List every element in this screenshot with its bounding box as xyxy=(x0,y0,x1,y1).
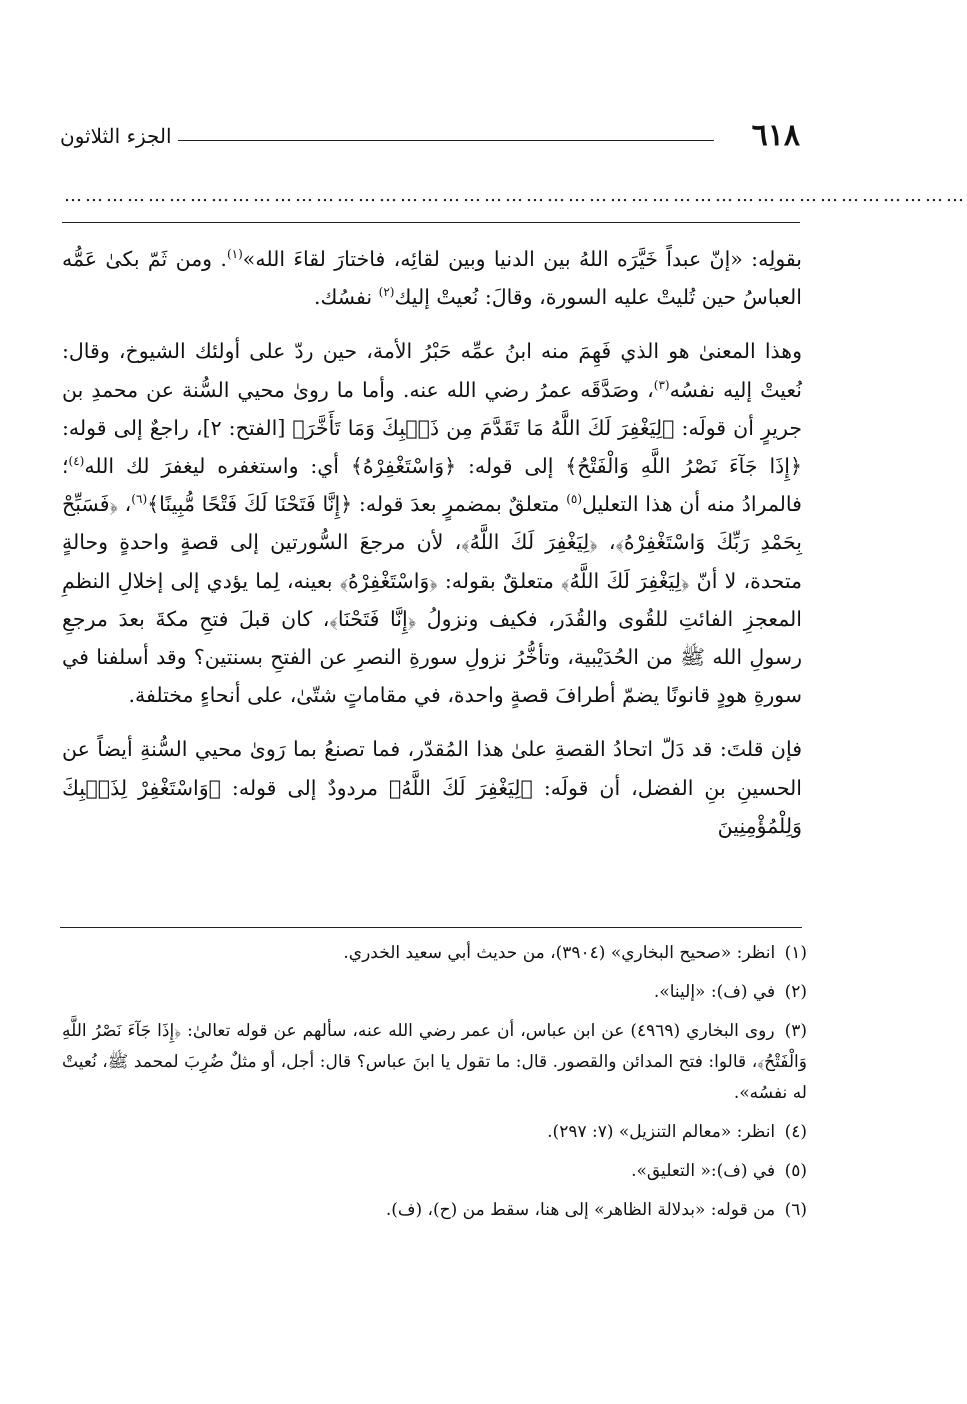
text-run: ؛ فالمرادُ منه أن هذا التعليل xyxy=(62,454,802,517)
text-run: وهذا المعنىٰ هو الذي فَهِمَ منه ابنُ عمِّه حَبْرُ الأمة، حين ردّ على أولئك الشيوخ، وقال: نُعيتْ إليه نفسُه xyxy=(62,339,802,402)
footnote-text: في (ف):« التعليق». xyxy=(631,1161,776,1181)
footnote-ref: (٣) xyxy=(653,377,670,392)
footnotes xyxy=(62,938,807,1234)
footnote xyxy=(62,977,807,1008)
text-run: ، ﴿فَسَبِّحْ بِحَمْدِ رَبِّكَ وَاسْتَغْفِرْهُ﴾، ﴿لِيَغْفِرَ لَكَ اللَّهُ﴾، لأن مرجعَ السُّورتين إلى قصةٍ واحدةٍ وحالةٍ متحدة، لا أنّ ﴿لِيَغْفِرَ لَكَ اللَّهُ﴾ متعلقٌ بقوله: ﴿وَاسْتَغْفِرْهُ﴾ بعينه، لِما يؤدي إلى إخلالِ النظمِ المعجزِ الفائتِ للقُوى والقُدَر، فكيف ونزولُ ﴿إِنَّا فَتَحْنَا﴾، كان قبلَ فتحِ مكةَ بعدَ مرجعِ رسولِ الله ﷺ من الحُدَيْبية، وتأخُّرُ نزولِ سورةِ النصرِ عن الفتحِ بسنتين؟ وقد أسلفنا في سورةِ هودٍ قانونًا يضمّ أطرافَ قصةٍ واحدة، في مقاماتٍ شتّىٰ، على أنحاءٍ مختلفة. xyxy=(62,492,802,708)
text-run: . ومن ثَمّ بكىٰ عَمُّه العباسُ حين تُليتْ عليه السورة، وقالَ: نُعيتْ إليك xyxy=(62,247,802,310)
footnote-number: (٥) xyxy=(784,1161,807,1181)
running-title: الجزء الثلاثون xyxy=(60,124,172,148)
footnote-text: انظر: «معالم التنزيل» (٧: ٢٩٧). xyxy=(547,1122,776,1142)
footnote xyxy=(62,1016,807,1109)
footnote xyxy=(62,1195,807,1226)
footnote-number: (٢) xyxy=(784,982,807,1002)
footnote-number: (٤) xyxy=(784,1122,807,1142)
separator-dots: ………………………………………………………………………………………………………………… xyxy=(64,185,967,206)
footnote-number: (٦) xyxy=(784,1200,807,1220)
footnote-text: روى البخاري (٤٩٦٩) عن ابن عباس، أن عمر رضي الله عنه، سألهم عن قوله تعالىٰ: ﴿إِذَا جَآءَ نَصْرُ اللَّهِ وَالْفَتْحُ﴾، قالوا: فتح المدائن والقصور. قال: ما تقول يا ابنَ عباس؟ قال: أجل، أو مثلٌ ضُرِبَ لمحمد ﷺ، نُعيتْ له نفسُه». xyxy=(62,1021,807,1103)
footnote xyxy=(62,1156,807,1187)
footnote-text: انظر: «صحيح البخاري» (٣٩٠٤)، من حديث أبي سعيد الخدري. xyxy=(343,943,776,963)
page-header xyxy=(60,118,800,158)
footnote-rule xyxy=(60,927,802,928)
paragraph-3: فإن قلتَ: قد دَلّ اتحادُ القصةِ علىٰ هذا المُقدّر، فما تصنعُ بما رَوىٰ محيي السُّنةِ أيضاً عن الحسينِ بنِ الفضل، أن قولَه: ﴿لِيَغْفِرَ لَكَ اللَّهُ﴾ مردودٌ إلى قوله: ﴿وَاسْتَغْفِرْ لِذَنۢبِكَ وَلِلْمُؤْمِنِينَ xyxy=(62,737,802,838)
text-run: ، وصَدَّقَه عمرُ رضي الله عنه. وأما ما روىٰ محيي السُّنة عن محمدِ بن جريرٍ أن قولَه: ﴿لِيَغْفِرَ لَكَ اللَّهُ مَا تَقَدَّمَ مِن ذَنۢبِكَ وَمَا تَأَخَّرَ﴾ [الفتح: ٢]، راجعٌ إلى قوله: ﴿إِذَا جَآءَ نَصْرُ اللَّهِ وَالْفَتْحُ﴾ إلى قوله: ﴿وَاسْتَغْفِرْهُ﴾ أي: واستغفره ليغفرَ لك الله xyxy=(62,377,802,479)
footnote xyxy=(62,1117,807,1148)
footnote xyxy=(62,938,807,969)
paragraph-1 xyxy=(62,240,802,316)
footnote-text: من قوله: «بدلالة الظاهر» إلى هنا، سقط من (ح)، (ف). xyxy=(385,1200,776,1220)
header-rule xyxy=(178,140,714,141)
footnote-ref: (٥) xyxy=(566,492,583,507)
footnote-number: (٣) xyxy=(784,1021,807,1041)
footnote-ref: (١) xyxy=(226,247,243,262)
main-text xyxy=(62,240,802,861)
footnote-ref: (٦) xyxy=(131,492,148,507)
text-run: نفسُك. xyxy=(313,285,379,310)
footnote-number: (١) xyxy=(784,943,807,963)
footnote-ref: (٤) xyxy=(68,454,85,469)
paragraph-2 xyxy=(62,332,802,714)
text-run: بقولِه: «إنّ عبداً خَيَّرَه اللهُ بين الدنيا وبين لقائِه، فاختارَ لقاءَ الله» xyxy=(242,247,802,271)
top-rule xyxy=(62,222,800,223)
footnote-text: في (ف): «إلينا». xyxy=(653,982,776,1002)
footnote-ref: (٢) xyxy=(378,285,395,300)
text-run: متعلقٌ بمضمرٍ بعدَ قوله: ﴿إِنَّا فَتَحْنَا لَكَ فَتْحًا مُّبِينًا﴾ xyxy=(147,492,567,517)
page-number: ٦١٨ xyxy=(751,118,800,153)
